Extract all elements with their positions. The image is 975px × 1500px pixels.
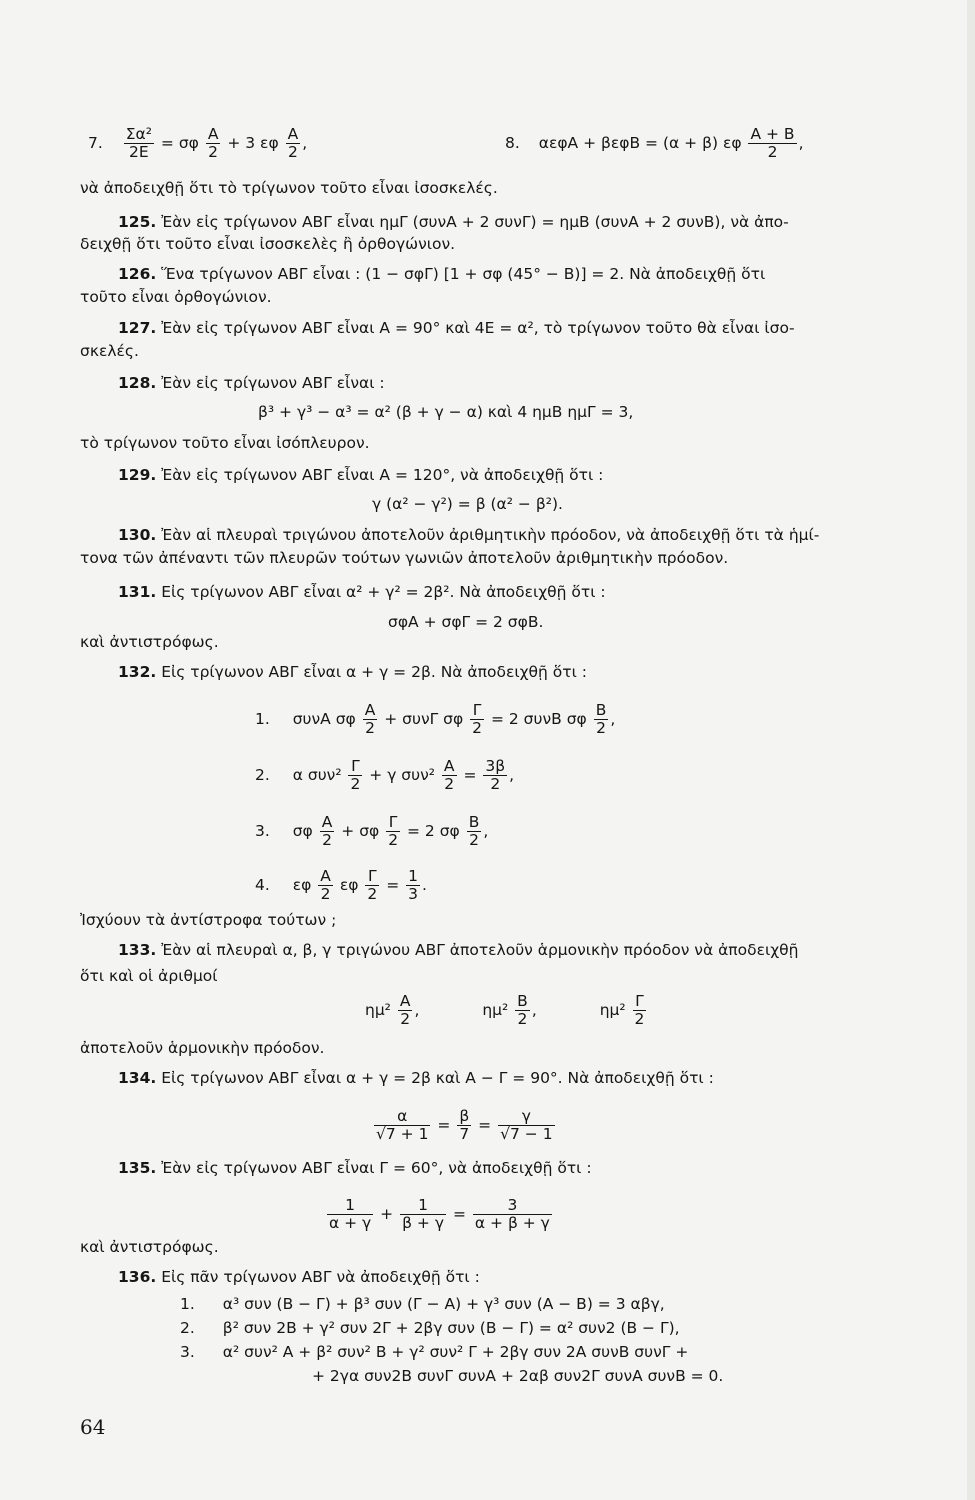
exercise-133-conclusion: ἀποτελοῦν ἁρμονικὴν πρόοδον. — [80, 1039, 325, 1057]
exercise-136-item-3: 3. α² συν² A + β² συν² B + γ² συν² Γ + 2βγ συν 2A συνB συνΓ + — [180, 1343, 689, 1361]
exercise-136-item-2: 2. β² συν 2B + γ² συν 2Γ + 2βγ συν (B − Γ) = α² συν2 (B − Γ), — [180, 1319, 680, 1337]
exercise-135: 135. Ἐὰν εἰς τρίγωνον ΑΒΓ εἶναι Γ = 60°, νὰ ἀποδειχθῇ ὅτι : — [118, 1159, 592, 1177]
exercise-128-cont: τὸ τρίγωνον τοῦτο εἶναι ἰσόπλευρον. — [80, 434, 370, 452]
exercise-135-cont: καὶ ἀντιστρόφως. — [80, 1238, 219, 1256]
exercise-132-item-1: 1. συνA σφ $\frac{A}{2}$ + συνΓ σφ $\frac{\Gamma}{2}$ = 2 συνB σφ $\frac{B}{2}$ , — [255, 701, 616, 737]
exercise-132-item-4: 4. εφ $\frac{A}{2}$ εφ $\frac{\Gamma}{2}$ = $\frac{1}{3}$ . — [255, 867, 427, 903]
exercise-7: 7. $\frac{\text{Σα²}}{2E}$ = σφ $\frac{A}{2}$ + 3 εφ $\frac{A}{2}$ , — [88, 125, 308, 161]
exercise-132-item-3: 3. σφ $\frac{A}{2}$ + σφ $\frac{\Gamma}{2}$ = 2 σφ $\frac{B}{2}$ , — [255, 813, 489, 849]
exercise-7-8-conclusion: νὰ ἀποδειχθῇ ὅτι τὸ τρίγωνον τοῦτο εἶναι ἰσοσκελές. — [80, 179, 498, 197]
exercise-136-item-3-cont: + 2γα συν2B συνΓ συνA + 2αβ συν2Γ συνA συνB = 0. — [312, 1367, 724, 1385]
exercise-133-formula: ημ² $\frac{A}{2}$ , ημ² $\frac{B}{2}$ , ημ² $\frac{\Gamma}{2}$ — [365, 992, 645, 1028]
exercise-136: 136. Εἰς πᾶν τρίγωνον ΑΒΓ νὰ ἀποδειχθῇ ὅτι : — [118, 1268, 480, 1286]
exercise-133-cont: ὅτι καὶ οἱ ἀριθμοί — [80, 967, 218, 985]
exercise-126-cont: τοῦτο εἶναι ὀρθογώνιον. — [80, 288, 272, 306]
exercise-132: 132. Εἰς τρίγωνον ΑΒΓ εἶναι α + γ = 2β. Νὰ ἀποδειχθῇ ὅτι : — [118, 663, 587, 681]
scan-edge — [967, 0, 975, 1500]
exercise-130-cont: τονα τῶν ἀπέναντι τῶν πλευρῶν τούτων γωνιῶν ἀποτελοῦν ἀριθμητικὴν πρόοδον. — [80, 549, 729, 567]
exercise-133: 133. Ἐὰν αἱ πλευραὶ α, β, γ τριγώνου ΑΒΓ ἀποτελοῦν ἁρμονικὴν πρόοδον νὰ ἀποδειχθῇ — [118, 941, 799, 959]
exercise-132-question: Ἰσχύουν τὰ ἀντίστροφα τούτων ; — [80, 911, 337, 929]
exercise-127-cont: σκελές. — [80, 342, 139, 360]
exercise-131-formula: σφA + σφΓ = 2 σφB. — [388, 613, 544, 631]
exercise-132-item-2: 2. α συν² $\frac{\Gamma}{2}$ + γ συν² $\frac{A}{2}$ = $\frac{3\beta}{2}$ , — [255, 757, 515, 793]
exercise-131-cont: καὶ ἀντιστρόφως. — [80, 633, 219, 651]
page-number: 64 — [80, 1415, 106, 1439]
exercise-127: 127. Ἐὰν εἰς τρίγωνον ΑΒΓ εἶναι A = 90° καὶ 4E = α², τὸ τρίγωνον τοῦτο θὰ εἶναι ἰσο- — [118, 319, 795, 337]
exercise-125-cont: δειχθῇ ὅτι τοῦτο εἶναι ἰσοσκελὲς ἢ ὀρθογώνιον. — [80, 235, 456, 253]
exercise-128: 128. Ἐὰν εἰς τρίγωνον ΑΒΓ εἶναι : — [118, 374, 385, 392]
exercise-129-formula: γ (α² − γ²) = β (α² − β²). — [372, 495, 563, 513]
exercise-8: 8. αεφA + βεφB = (α + β) εφ $\frac{A + B}{2}$ , — [505, 125, 804, 161]
exercise-129: 129. Ἐὰν εἰς τρίγωνον ΑΒΓ εἶναι A = 120°, νὰ ἀποδειχθῇ ὅτι : — [118, 466, 604, 484]
exercise-130: 130. Ἐὰν αἱ πλευραὶ τριγώνου ἀποτελοῦν ἀριθμητικὴν πρόοδον, νὰ ἀποδειχθῇ ὅτι τὰ ἡμί- — [118, 526, 820, 544]
exercise-126: 126. Ἕνα τρίγωνον ΑΒΓ εἶναι : (1 − σφΓ) [1 + σφ (45° − B)] = 2. Νὰ ἀποδειχθῇ ὅτι — [118, 265, 766, 283]
exercise-131: 131. Εἰς τρίγωνον ΑΒΓ εἶναι α² + γ² = 2β². Νὰ ἀποδειχθῇ ὅτι : — [118, 583, 606, 601]
exercise-134-formula: $\frac{\alpha}{√7 + 1}$ = $\frac{\beta}{7}$ = $\frac{\gamma}{√7 - 1}$ — [376, 1107, 553, 1143]
exercise-128-formula: β³ + γ³ − α³ = α² (β + γ − α) καὶ 4 ημB ημΓ = 3, — [258, 403, 634, 421]
exercise-134: 134. Εἰς τρίγωνον ΑΒΓ εἶναι α + γ = 2β καὶ A − Γ = 90°. Νὰ ἀποδειχθῇ ὅτι : — [118, 1069, 714, 1087]
exercise-125: 125. Ἐὰν εἰς τρίγωνον ΑΒΓ εἶναι ημΓ (συνA + 2 συνΓ) = ημB (συνA + 2 συνB), νὰ ἀπο- — [118, 213, 789, 231]
exercise-136-item-1: 1. α³ συν (B − Γ) + β³ συν (Γ − A) + γ³ συν (A − B) = 3 αβγ, — [180, 1295, 665, 1313]
exercise-135-formula: $\frac{1}{\alpha + \gamma}$ + $\frac{1}{\beta + \gamma}$ = $\frac{3}{\alpha + \beta + \gamma}$ — [329, 1196, 550, 1232]
